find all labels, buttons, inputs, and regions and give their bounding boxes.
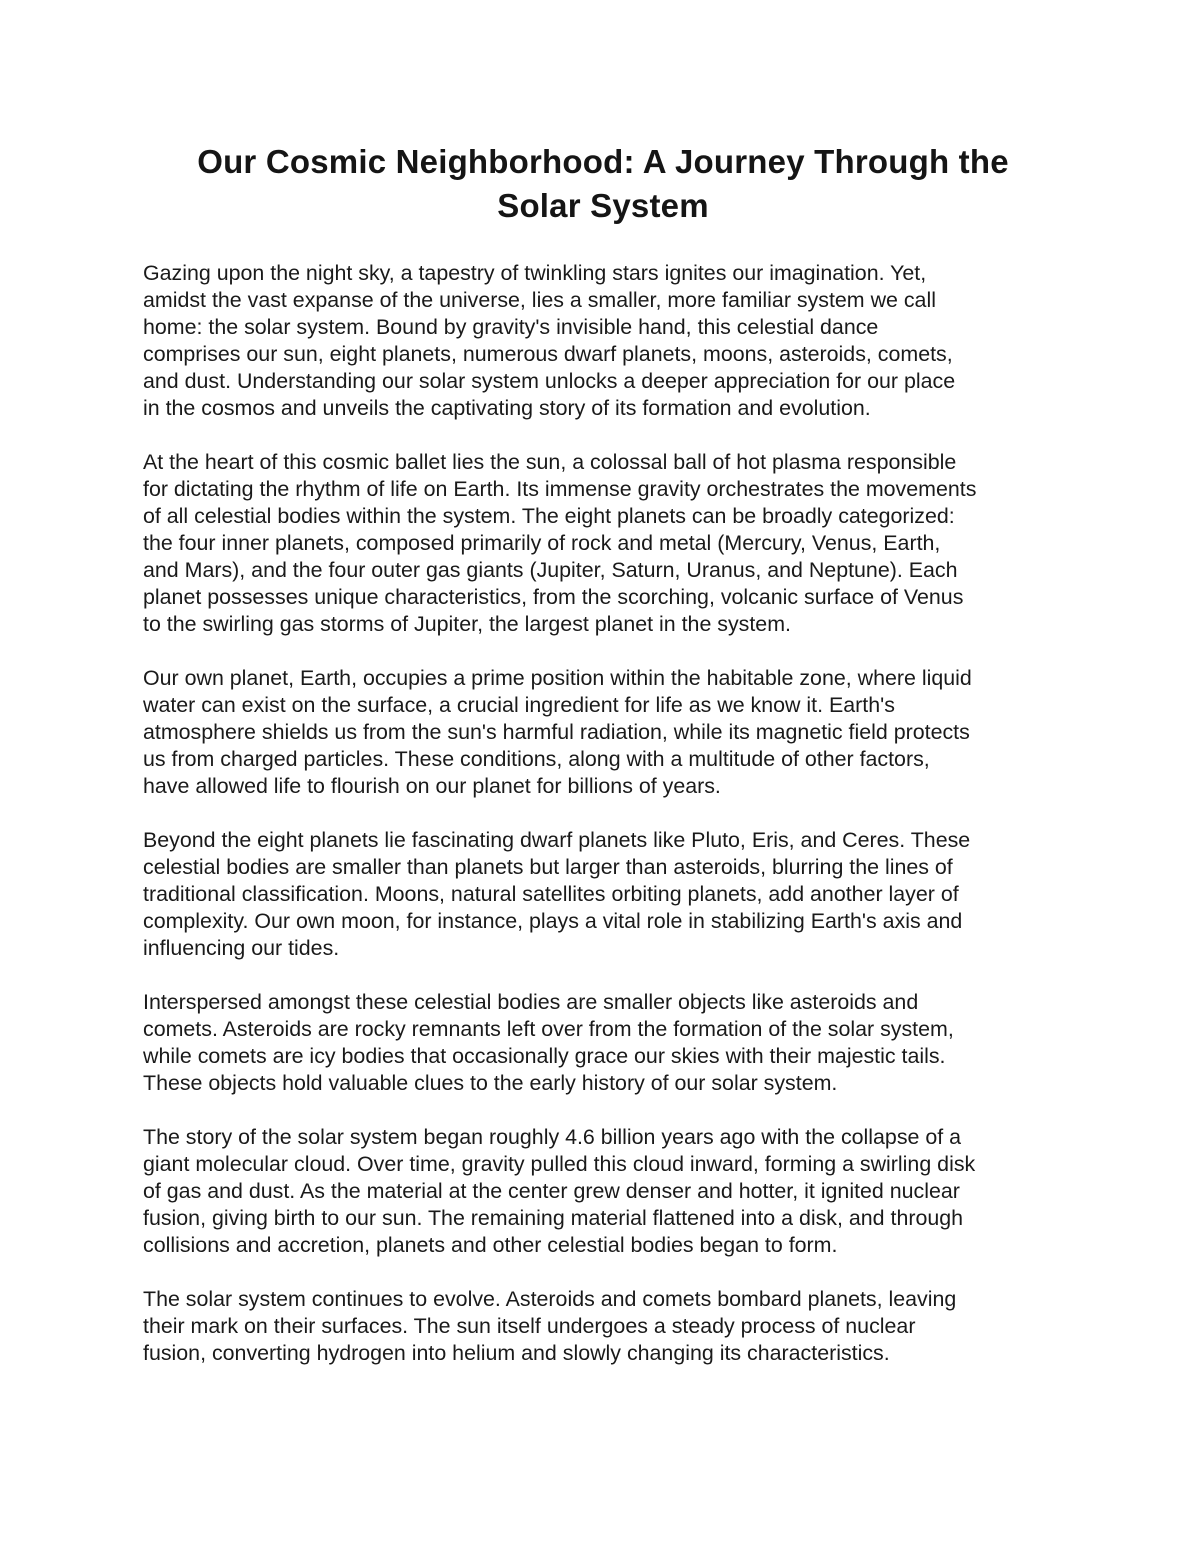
text-line: of all celestial bodies within the system. The eight planets can be broadly categorized: — [143, 504, 955, 528]
document-page — [143, 140, 1063, 1394]
text-line: traditional classification. Moons, natural satellites orbiting planets, add another layer of — [143, 882, 959, 906]
text-line: to the swirling gas storms of Jupiter, the largest planet in the system. — [143, 612, 791, 636]
text-line: At the heart of this cosmic ballet lies the sun, a colossal ball of hot plasma responsible — [143, 450, 957, 474]
text-line: fusion, giving birth to our sun. The remaining material flattened into a disk, and through — [143, 1206, 964, 1230]
text-line: These objects hold valuable clues to the early history of our solar system. — [143, 1071, 838, 1095]
text-line: Gazing upon the night sky, a tapestry of twinkling stars ignites our imagination. Yet, — [143, 261, 927, 285]
text-line: of gas and dust. As the material at the center grew denser and hotter, it ignited nuclear — [143, 1179, 960, 1203]
text-line: amidst the vast expanse of the universe, lies a smaller, more familiar system we call — [143, 288, 936, 312]
text-line: The solar system continues to evolve. Asteroids and comets bombard planets, leaving — [143, 1287, 957, 1311]
text-line: comprises our sun, eight planets, numerous dwarf planets, moons, asteroids, comets, — [143, 342, 953, 366]
text-line: fusion, converting hydrogen into helium and slowly changing its characteristics. — [143, 1341, 890, 1365]
text-line: influencing our tides. — [143, 936, 340, 960]
text-line: atmosphere shields us from the sun's harmful radiation, while its magnetic field protects — [143, 720, 970, 744]
text-line: comets. Asteroids are rocky remnants left over from the formation of the solar system, — [143, 1017, 954, 1041]
document-title — [143, 140, 1063, 228]
text-line: in the cosmos and unveils the captivating story of its formation and evolution. — [143, 396, 871, 420]
text-line: water can exist on the surface, a crucial ingredient for life as we know it. Earth's — [143, 693, 895, 717]
paragraph-asteroids-comets — [143, 989, 1063, 1097]
paragraph-dwarf-planets — [143, 827, 1063, 962]
text-line: while comets are icy bodies that occasionally grace our skies with their majestic tails. — [143, 1044, 946, 1068]
text-line: celestial bodies are smaller than planets but larger than asteroids, blurring the lines of — [143, 855, 953, 879]
text-line: and dust. Understanding our solar system unlocks a deeper appreciation for our place — [143, 369, 956, 393]
paragraph-sun-and-planets — [143, 449, 1063, 638]
text-line: The story of the solar system began roughly 4.6 billion years ago with the collapse of a — [143, 1125, 962, 1149]
text-line: giant molecular cloud. Over time, gravity pulled this cloud inward, forming a swirling disk — [143, 1152, 976, 1176]
title-line: Our Cosmic Neighborhood: A Journey Through the — [197, 143, 1009, 180]
text-line: collisions and accretion, planets and other celestial bodies began to form. — [143, 1233, 838, 1257]
text-line: their mark on their surfaces. The sun itself undergoes a steady process of nuclear — [143, 1314, 916, 1338]
title-line: Solar System — [497, 187, 709, 224]
text-line: the four inner planets, composed primarily of rock and metal (Mercury, Venus, Earth, — [143, 531, 941, 555]
document-body — [143, 260, 1063, 1367]
paragraph-evolution — [143, 1286, 1063, 1367]
text-line: complexity. Our own moon, for instance, plays a vital role in stabilizing Earth's axis and — [143, 909, 963, 933]
text-line: Interspersed amongst these celestial bodies are smaller objects like asteroids and — [143, 990, 919, 1014]
paragraph-intro — [143, 260, 1063, 422]
text-line: and Mars), and the four outer gas giants (Jupiter, Saturn, Uranus, and Neptune). Each — [143, 558, 958, 582]
text-line: home: the solar system. Bound by gravity's invisible hand, this celestial dance — [143, 315, 879, 339]
paragraph-earth — [143, 665, 1063, 800]
text-line: for dictating the rhythm of life on Earth. Its immense gravity orchestrates the movements — [143, 477, 977, 501]
text-line: planet possesses unique characteristics, from the scorching, volcanic surface of Venus — [143, 585, 964, 609]
text-line: have allowed life to flourish on our planet for billions of years. — [143, 774, 721, 798]
paragraph-formation — [143, 1124, 1063, 1259]
text-line: us from charged particles. These conditions, along with a multitude of other factors, — [143, 747, 930, 771]
text-line: Our own planet, Earth, occupies a prime position within the habitable zone, where liquid — [143, 666, 972, 690]
text-line: Beyond the eight planets lie fascinating dwarf planets like Pluto, Eris, and Ceres. These — [143, 828, 971, 852]
